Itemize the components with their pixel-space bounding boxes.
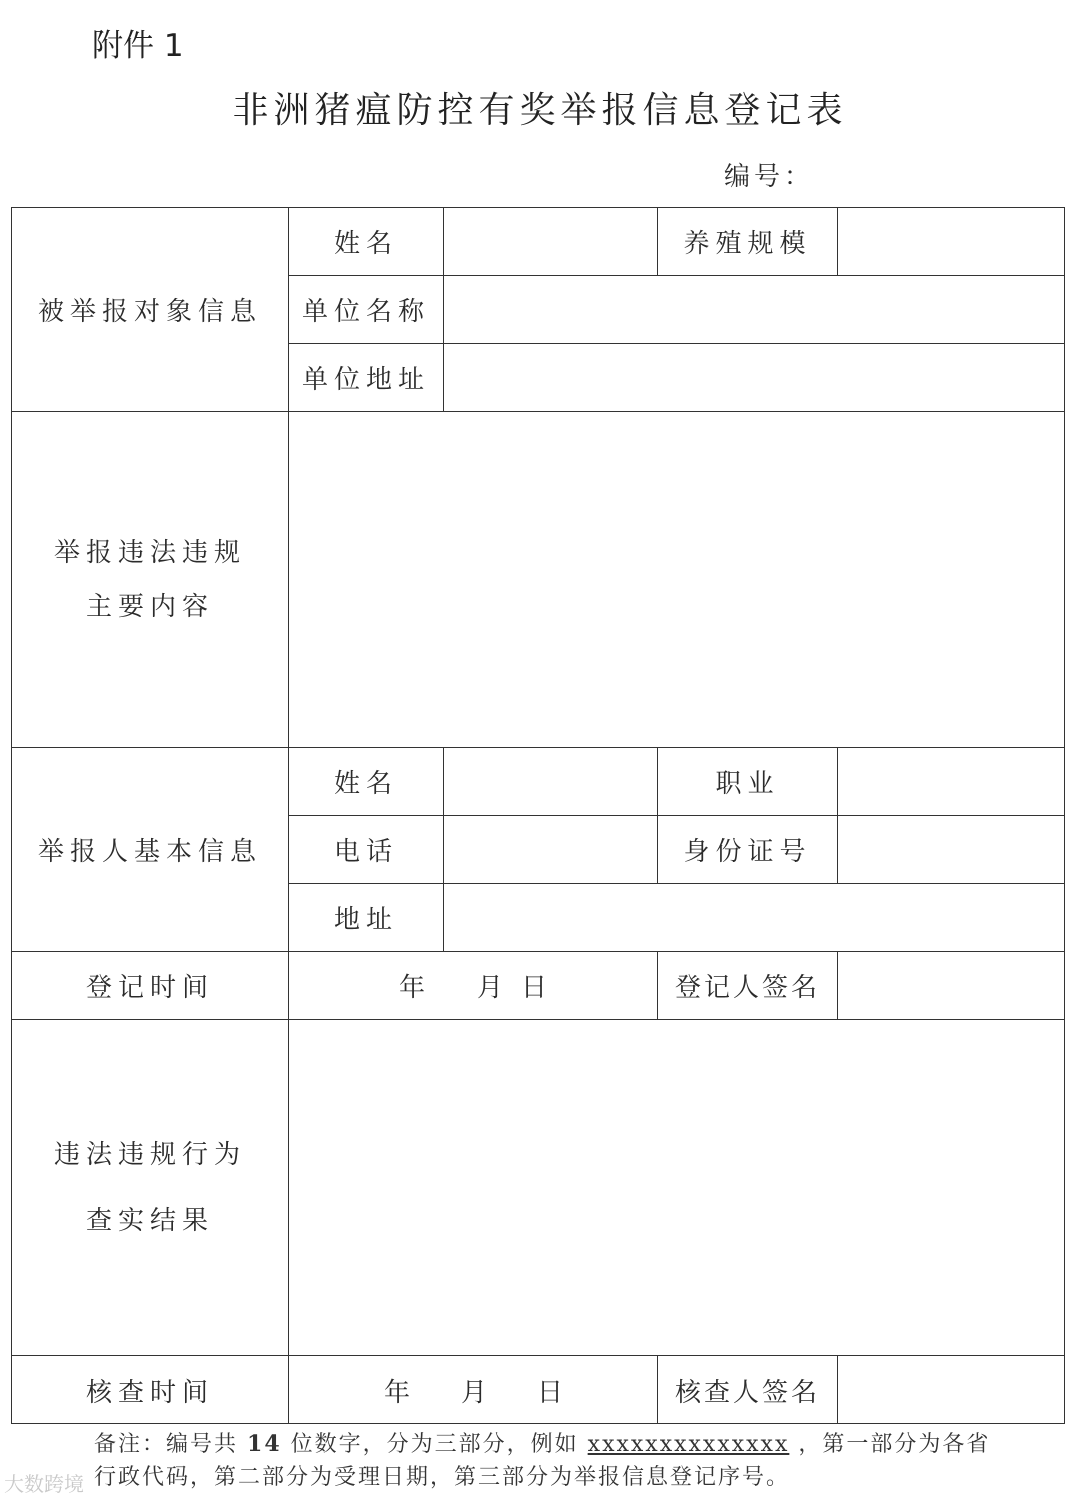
- violation-content-line1: 举报违法违规: [53, 537, 246, 568]
- result-field[interactable]: [289, 1020, 1065, 1355]
- registrar-signature-label: 登记人签名: [674, 973, 820, 1003]
- violation-content-field[interactable]: [289, 412, 1065, 747]
- footnote-example: xxxxxxxxxxxxxx: [587, 1432, 790, 1457]
- verifier-signature-label: 核查人签名: [674, 1377, 820, 1408]
- watermark: 大数跨境: [4, 1472, 84, 1496]
- reporter-id-label: 身份证号: [683, 837, 812, 867]
- farming-scale-field[interactable]: [838, 208, 1065, 275]
- reporter-id-field[interactable]: [838, 816, 1065, 883]
- verification-time-label: 核查时间: [85, 1377, 214, 1408]
- unit-name-label: 单位名称: [301, 297, 430, 327]
- violation-content-label: [12, 412, 288, 747]
- farming-scale-label: 养殖规模: [683, 229, 812, 259]
- reporter-section-label: 举报人基本信息: [37, 837, 262, 867]
- result-line1: 违法违规行为: [53, 1139, 246, 1170]
- reporter-name-field[interactable]: [444, 748, 657, 815]
- target-name-field[interactable]: [444, 208, 657, 275]
- footnote-rest: ，第一部分为各省行政代码，第二部分为受理日期，第三部分为举报信息登记序号。: [94, 1432, 991, 1490]
- reporter-phone-field[interactable]: [444, 816, 657, 883]
- reporter-job-field[interactable]: [838, 748, 1065, 815]
- registration-day-label: 日: [521, 973, 554, 1003]
- registration-year-label: 年: [399, 973, 432, 1003]
- unit-name-field[interactable]: [444, 276, 1065, 343]
- verifier-signature-field[interactable]: [838, 1356, 1065, 1424]
- form-title: 非洲猪瘟防控有奖举报信息登记表: [232, 90, 848, 131]
- registration-date-field[interactable]: [289, 952, 657, 1019]
- target-name-label: 姓名: [333, 229, 398, 259]
- reporter-address-field[interactable]: [444, 884, 1065, 951]
- attachment-label: 附件 1: [92, 28, 184, 64]
- verification-month-label: 月: [461, 1377, 494, 1408]
- registrar-signature-field[interactable]: [838, 952, 1065, 1019]
- reporter-name-label: 姓名: [333, 769, 398, 799]
- footnote-digits: 14: [247, 1431, 282, 1457]
- verification-day-label: 日: [537, 1377, 570, 1408]
- footnote-mid: 位数字，分为三部分，例如: [290, 1432, 579, 1457]
- verification-year-label: 年: [384, 1377, 417, 1408]
- registration-time-label: 登记时间: [85, 973, 214, 1003]
- reporter-job-label: 职业: [715, 769, 780, 799]
- unit-address-field[interactable]: [444, 344, 1065, 411]
- verification-date-field[interactable]: [289, 1356, 657, 1424]
- serial-number-label: 编号：: [724, 162, 815, 192]
- reporter-phone-label: 电话: [333, 837, 398, 867]
- unit-address-label: 单位地址: [301, 365, 430, 395]
- result-label: [12, 1020, 288, 1355]
- registration-month-label: 月: [477, 973, 510, 1003]
- result-line2: 查实结果: [85, 1205, 214, 1236]
- reporter-address-label: 地址: [333, 905, 398, 935]
- footnote-prefix: 备注：编号共: [94, 1432, 239, 1457]
- footnote: [94, 1428, 994, 1494]
- violation-content-line2: 主要内容: [85, 591, 214, 622]
- target-section-label: 被举报对象信息: [37, 297, 262, 327]
- registration-form-table: [11, 207, 1065, 1424]
